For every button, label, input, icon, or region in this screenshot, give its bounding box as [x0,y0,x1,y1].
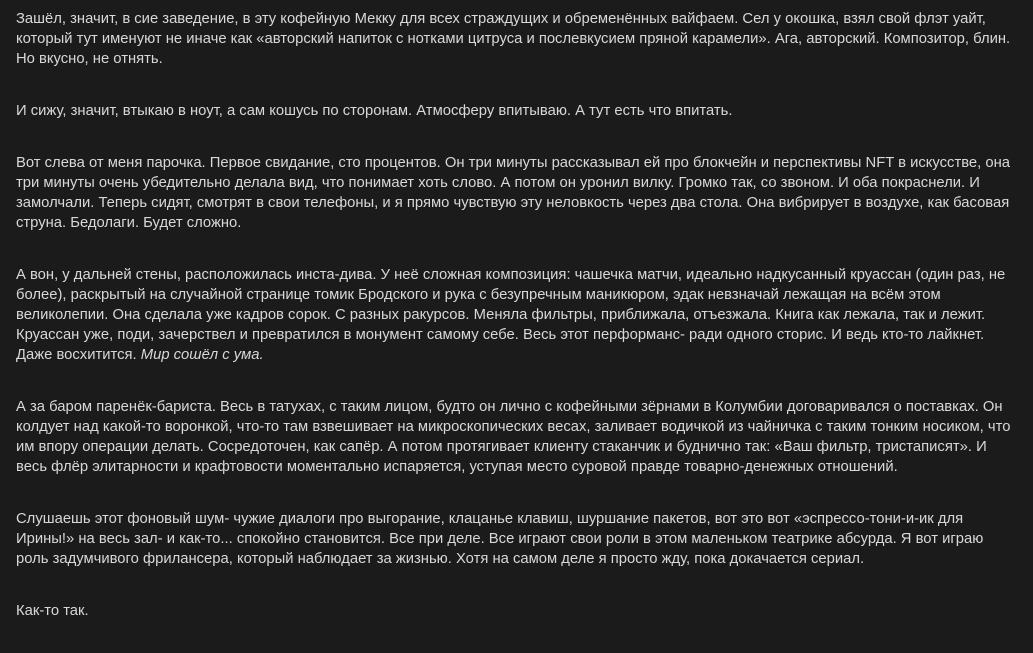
paragraph: А за баром паренёк-бариста. Весь в татухах, с таким лицом, будто он лично с кофейными зёрнами в Колумбии договаривался о поставках. Он колдует над какой-то воронкой, что-то там взвешивает на микроскопических весах, заливает водичкой из чайничка с таким тонким носиком, что им впору операции делать. Сосредоточен, как сапёр. А потом протягивает клиенту стаканчик и буднично так: «Ваш фильтр, тристаписят». И весь флёр элитарности и крафтовости моментально испаряется, уступая место суровой правде товарно-денежных отношений. [16,399,1011,475]
paragraph [16,265,1016,365]
paragraph: Вот слева от меня парочка. Первое свидание, сто процентов. Он три минуты рассказывал ей про блокчейн и перспективы NFT в искусстве, она три минуты очень убедительно делала вид, что понимает хоть слово. А потом он уронил вилку. Громко так, со звоном. И оба покраснели. И замолчали. Теперь сидят, смотрят в свои телефоны, и я прямо чувствую эту неловкость через два стола. Она вибрирует в воздухе, как басовая струна. Бедолаги. Будет сложно. [16,155,1011,231]
emphasized-text: Мир сошёл с ума. [140,347,264,363]
paragraph: Как-то так. [16,603,89,619]
paragraph-text: А вон, у дальней стены, расположилась инста-дива. У неё сложная композиция: чашечка матчи, идеально надкусанный круассан (один раз, не более), раскрытый на случайной странице томик Бродского и рука с безупречным маникюром, эдак невзначай лежащая на всём этом великолепии. Она сделала уже кадров сорок. С разных ракурсов. Меняла фильтры, приближала, отъезжала. Книга как лежала, так и лежит. Круассан уже, поди, зачерствел и превратился в монумент самому себе. Весь этот перформанс- ради одного сторис. И ведь кто-то лайкнет. Даже восхитится. [16,267,1006,363]
paragraph: Слушаешь этот фоновый шум- чужие диалоги про выгорание, клацанье клавиш, шуршание пакетов, вот это вот «эспрессо-тони-и-ик для Ирины!» на весь зал- и как-то... спокойно становится. Все при деле. Все играют свои роли в этом маленьком театрике абсурда. Я вот играю роль задумчивого фрилансера, который наблюдает за жизнью. Хотя на самом деле я просто жду, пока докачается сериал. [16,511,984,567]
paragraph: Зашёл, значит, в сие заведение, в эту кофейную Мекку для всех страждущих и обременённых вайфаем. Сел у окошка, взял свой флэт уайт, который тут именуют не иначе как «авторский напиток с нотками цитруса и послевкусием пряной карамели». Ага, авторский. Композитор, блин. Но вкусно, не отнять. [16,11,1011,67]
article-body [16,9,1016,621]
paragraph: И сижу, значит, втыкаю в ноут, а сам кошусь по сторонам. Атмосферу впитываю. А тут есть что впитать. [16,103,733,119]
